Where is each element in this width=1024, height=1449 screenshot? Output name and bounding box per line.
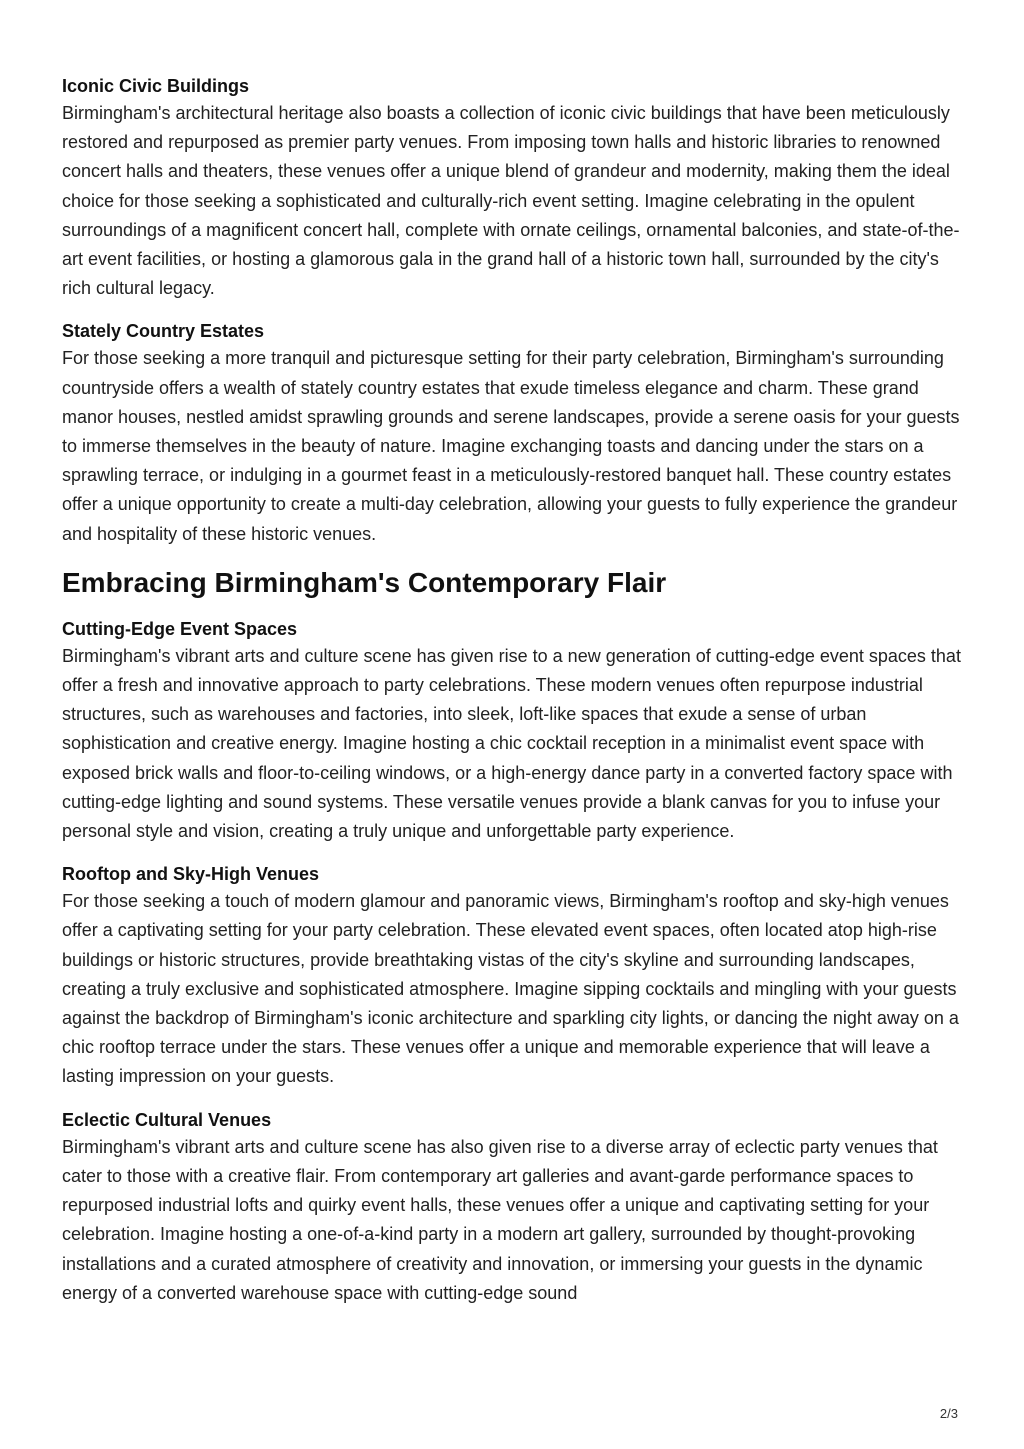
paragraph-stately-country-estates: For those seeking a more tranquil and picturesque setting for their party celebration, Birmingham's surrounding countryside offers a wealth of stately country estates that exude timeless elegance and charm. These grand manor houses, nestled amidst sprawling grounds and serene landscapes, provide a serene oasis for your guests to immerse themselves in the beauty of nature. Imagine exchanging toasts and dancing under the stars on a sprawling terrace, or indulging in a gourmet feast in a meticulously-restored banquet hall. These country estates offer a unique opportunity to create a multi-day celebration, allowing your guests to fully experience the grandeur and hospitality of these historic venues. xyxy=(62,348,960,544)
document-page xyxy=(62,74,962,1324)
heading-rooftop-venues: Rooftop and Sky-High Venues xyxy=(62,864,320,885)
paragraph-rooftop-venues: For those seeking a touch of modern glamour and panoramic views, Birmingham's rooftop and sky-high venues offer a captivating setting for your party celebration. These elevated event spaces, often located atop high-rise buildings or historic structures, provide breathtaking vistas of the city's skyline and surrounding landscapes, creating a truly exclusive and sophisticated atmosphere. Imagine sipping cocktails and mingling with your guests against the backdrop of Birmingham's iconic architecture and sparkling city lights, or dancing the night away on a chic rooftop terrace under the stars. These venues offer a unique and memorable experience that will leave a lasting impression on your guests. xyxy=(62,891,959,1087)
heading-iconic-civic-buildings: Iconic Civic Buildings xyxy=(62,76,250,96)
paragraph-cutting-edge-event-spaces: Birmingham's vibrant arts and culture scene has given rise to a new generation of cutting-edge event spaces that offer a fresh and innovative approach to party celebrations. These modern venues often repurpose industrial structures, such as warehouses and factories, into sleek, loft-like spaces that exude a sense of urban sophistication and creative energy. Imagine hosting a chic cocktail reception in a minimalist event space with exposed brick walls and floor-to-ceiling windows, or a high-energy dance party in a converted factory space with cutting-edge lighting and sound systems. These versatile venues provide a blank canvas for you to infuse your personal style and vision, creating a truly unique and unforgettable party experience. xyxy=(62,645,961,842)
paragraph-eclectic-cultural-venues: Birmingham's vibrant arts and culture scene has also given rise to a diverse array of eclectic party venues that cater to those with a creative flair. From contemporary art galleries and avant-garde performance spaces to repurposed industrial lofts and quirky event halls, these venues offer a unique and captivating setting for your celebration. Imagine hosting a one-of-a-kind party in a modern art gallery, surrounded by thought-provoking installations and a curated atmosphere of creativity and innovation, or immersing your guests in the dynamic energy of a converted warehouse space with cutting-edge sound xyxy=(62,1136,938,1303)
page-number: 2/3 xyxy=(939,1406,958,1421)
section-title-contemporary-flair: Embracing Birmingham's Contemporary Flair xyxy=(62,566,667,598)
heading-stately-country-estates: Stately Country Estates xyxy=(62,321,265,342)
heading-eclectic-cultural-venues: Eclectic Cultural Venues xyxy=(62,1109,272,1130)
heading-cutting-edge-event-spaces: Cutting-Edge Event Spaces xyxy=(62,618,298,639)
paragraph-iconic-civic-buildings: Birmingham's architectural heritage also boasts a collection of iconic civic buildings that have been meticulously restored and repurposed as premier party venues. From imposing town halls and historic libraries to renowned concert halls and theaters, these venues offer a unique blend of grandeur and modernity, making them the ideal choice for those seeking a sophisticated and culturally-rich event setting. Imagine celebrating in the opulent surroundings of a magnificent concert hall, complete with ornate ceilings, ornamental balconies, and state-of-the-art event facilities, or hosting a glamorous gala in the grand hall of a historic town hall, surrounded by the city's rich cultural legacy. xyxy=(62,103,960,299)
